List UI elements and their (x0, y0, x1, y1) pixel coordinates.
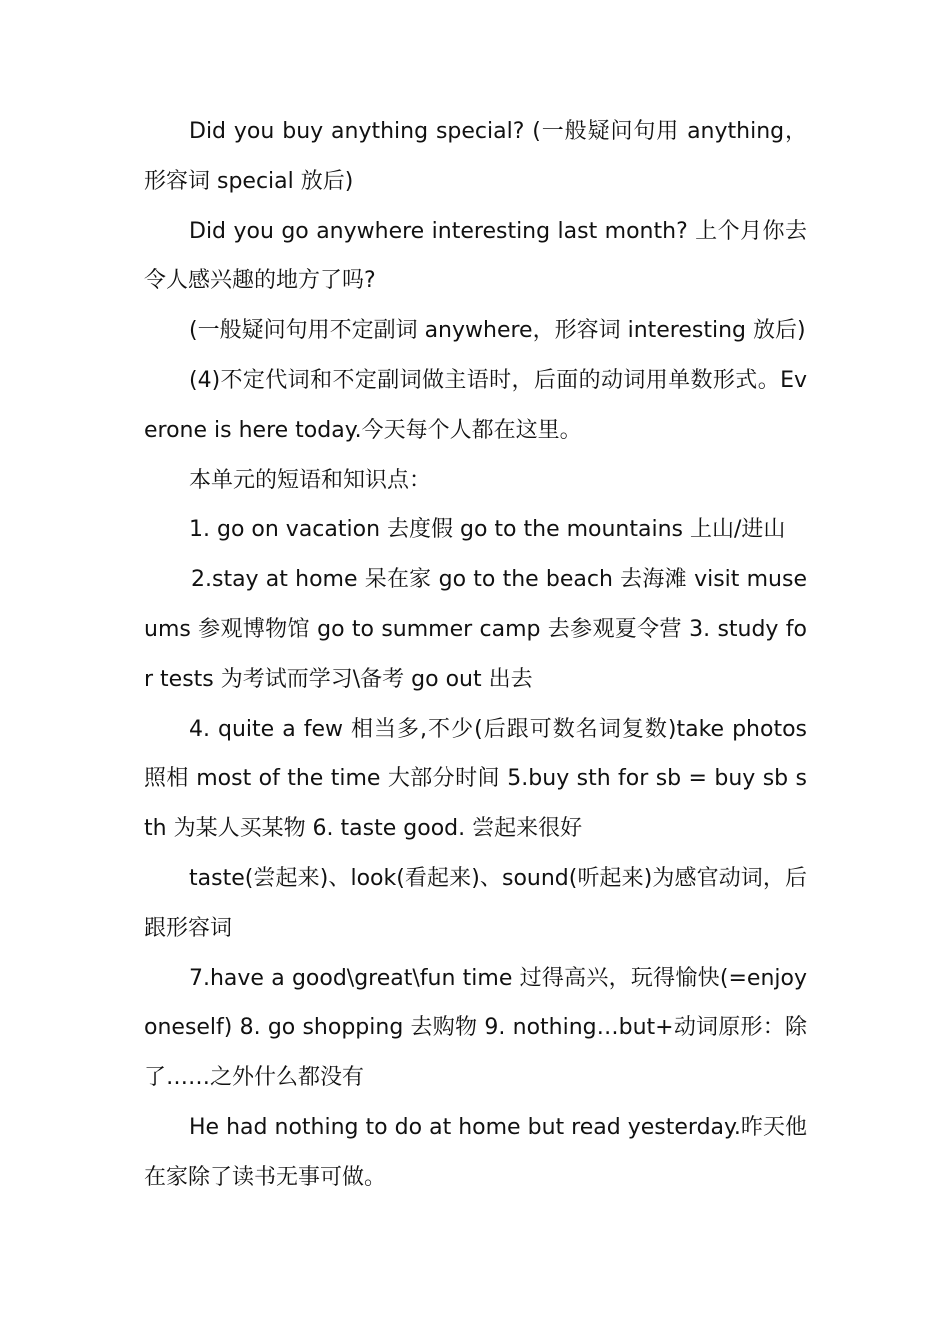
paragraph-phrase-2-3: 2.stay at home 呆在家 go to the beach 去海滩 visit museums 参观博物馆 go to summer camp 去参观夏令营 3. study for tests 为考试而学习\备考 go out 出去 (144, 567, 807, 692)
paragraph-phrase-4-6: 4. quite a few 相当多,不少(后跟可数名词复数)take photos 照相 most of the time 大部分时间 5.buy sth for sb = buy sb sth 为某人买某物 6. taste good. 尝起来很好 (144, 716, 807, 842)
paragraph-unit-phrases-heading: 本单元的短语和知识点： (189, 467, 432, 493)
paragraph-rule-singular-verb: (4)不定代词和不定副词做主语时，后面的动词用单数形式。Everone is here today.今天每个人都在这里。 (144, 367, 807, 443)
paragraph-phrase-1: 1. go on vacation 去度假 go to the mountains 上山/进山 (189, 517, 786, 543)
document-body (144, 107, 807, 1203)
paragraph-phrase-7-9: 7.have a good\great\fun time 过得高兴，玩得愉快(=enjoy oneself) 8. go shopping 去购物 9. nothing…but+动词原形：除了……之外什么都没有 (144, 965, 807, 1091)
paragraph-sense-verbs: taste(尝起来)、look(看起来)、sound(听起来)为感官动词，后跟形容词 (144, 865, 807, 941)
paragraph-example-nothing-but: He had nothing to do at home but read yesterday.昨天他在家除了读书无事可做。 (144, 1114, 807, 1190)
paragraph-note-anywhere: (一般疑问句用不定副词 anywhere，形容词 interesting 放后) (189, 318, 806, 344)
paragraph-example-anywhere-interesting: Did you go anywhere interesting last month? 上个月你去令人感兴趣的地方了吗? (144, 218, 807, 294)
paragraph-example-anything-special: Did you buy anything special? (一般疑问句用 anything，形容词 special 放后) (144, 119, 807, 194)
